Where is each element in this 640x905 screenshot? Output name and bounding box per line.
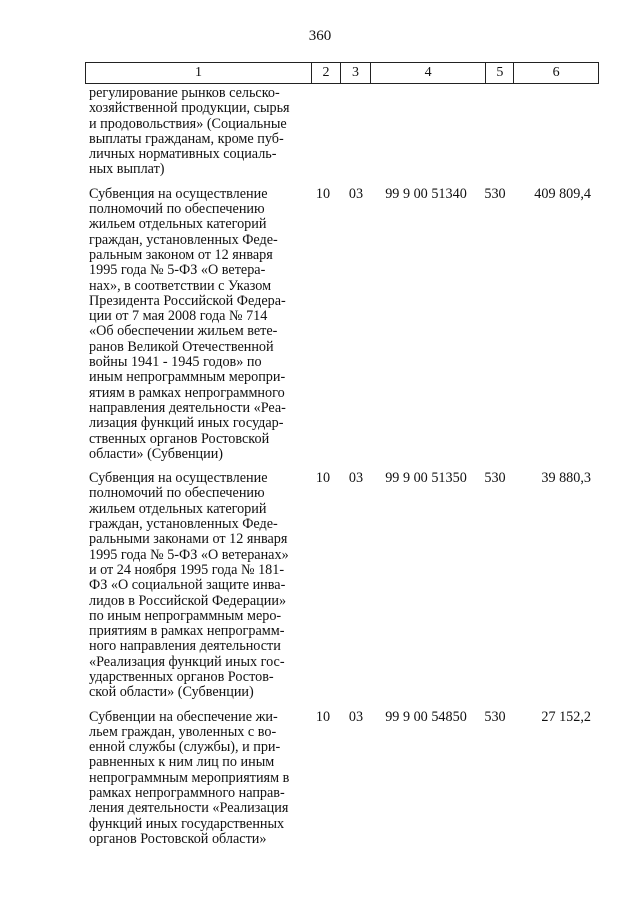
description-line: 1995 года № 5-ФЗ «О ветера- [89,262,266,279]
target-article-code [371,86,481,178]
description-line: ранов Великой Отечественной [89,338,274,355]
description-line: ятиям в рамках непрограммного [89,384,285,401]
section-code [305,86,341,178]
description-line: хозяйственной продукции, сырья [89,100,290,117]
description-line: ных выплат) [89,161,165,178]
description-line: ственных органов Ростовской [89,430,270,447]
column-header-2: 2 [312,63,341,83]
section-code: 10 [315,708,331,725]
expense-type-code [481,86,509,178]
target-article-code: 99 9 00 54850 [385,708,467,725]
amount [509,86,595,178]
section-code: 10 [315,470,331,487]
row-description [85,471,305,700]
description-line: енной службы (службы), и при- [89,739,281,756]
table-row [85,187,599,462]
target-article-code: 99 9 00 51350 [385,470,467,487]
description-line: «Реализация функций иных гос- [89,653,285,670]
row-description [85,710,305,848]
subsection-code: 03 [348,708,364,725]
table-header [85,62,599,84]
description-line: жильем отдельных категорий [89,216,267,233]
amount: 27 152,2 [541,708,591,725]
description-line: по иным непрограммным меро- [89,607,282,624]
description-line: ральными законами от 12 января [89,531,288,548]
description-line: полномочий по обеспечению [89,485,265,502]
description-line: Президента Российской Федера- [89,292,286,309]
description-line: ного направления деятельности [89,638,281,655]
page-number: 360 [308,28,332,44]
table-row [85,86,599,178]
amount: 409 809,4 [534,185,591,202]
table-row [85,471,599,700]
description-line: «Об обеспечении жильем вете- [89,323,278,340]
description-line: ции от 7 мая 2008 года № 714 [89,308,268,325]
description-line: иным непрограммным меропри- [89,369,286,386]
column-header-4: 4 [371,63,487,83]
description-line: Субвенция на осуществление [89,470,268,487]
description-line: функций иных государственных [89,815,285,832]
description-line: граждан, установленных Феде- [89,231,278,248]
expense-type-code: 530 [484,185,506,202]
description-line: Субвенции на обеспечение жи- [89,708,278,725]
table-row [85,710,599,848]
description-line: полномочий по обеспечению [89,201,265,218]
description-line: регулирование рынков сельско- [89,85,280,101]
description-line: рамках непрограммного направ- [89,785,285,802]
description-line: равненных к ним лиц по иным [89,754,275,771]
description-line: направления деятельности «Реа- [89,399,286,416]
column-header-3: 3 [341,63,371,83]
subsection-code: 03 [348,470,364,487]
subsection-code: 03 [348,185,364,202]
amount: 39 880,3 [541,470,591,487]
column-header-1: 1 [86,63,312,83]
description-line: льем граждан, уволенных с во- [89,723,277,740]
description-line: непрограммным мероприятиям в [89,769,290,786]
row-description [85,86,305,178]
target-article-code: 99 9 00 51340 [385,185,467,202]
expense-type-code: 530 [484,470,506,487]
description-line: и от 24 ноября 1995 года № 181- [89,561,285,578]
description-line: нах», в соответствии с Указом [89,277,272,294]
section-code: 10 [315,185,331,202]
row-description [85,187,305,462]
description-line: личных нормативных социаль- [89,146,277,163]
subsection-code [341,86,371,178]
description-line: выплаты гражданам, кроме пуб- [89,130,284,147]
description-line: лидов в Российской Федерации» [89,592,287,609]
description-line: области» (Субвенции) [89,445,224,462]
expense-type-code: 530 [484,708,506,725]
column-header-6: 6 [552,65,560,80]
description-line: органов Ростовской области» [89,830,267,847]
description-line: приятиям в рамках непрограмм- [89,623,285,640]
description-line: ской области» (Субвенции) [89,684,254,701]
description-line: жильем отдельных категорий [89,500,267,517]
description-line: ФЗ «О социальной защите инва- [89,577,286,594]
description-line: лизация функций иных государ- [89,415,284,432]
column-header-5: 5 [486,63,514,83]
description-line: и продовольствия» (Социальные [89,115,287,132]
description-line: ления деятельности «Реализация [89,800,289,817]
description-line: граждан, установленных Феде- [89,516,278,533]
description-line: ударственных органов Ростов- [89,668,274,685]
description-line: ральным законом от 12 января [89,246,273,263]
description-line: 1995 года № 5-ФЗ «О ветеранах» [89,546,289,563]
table-body [85,86,599,856]
description-line: войны 1941 - 1945 годов» по [89,354,262,371]
description-line: Субвенция на осуществление [89,185,268,202]
